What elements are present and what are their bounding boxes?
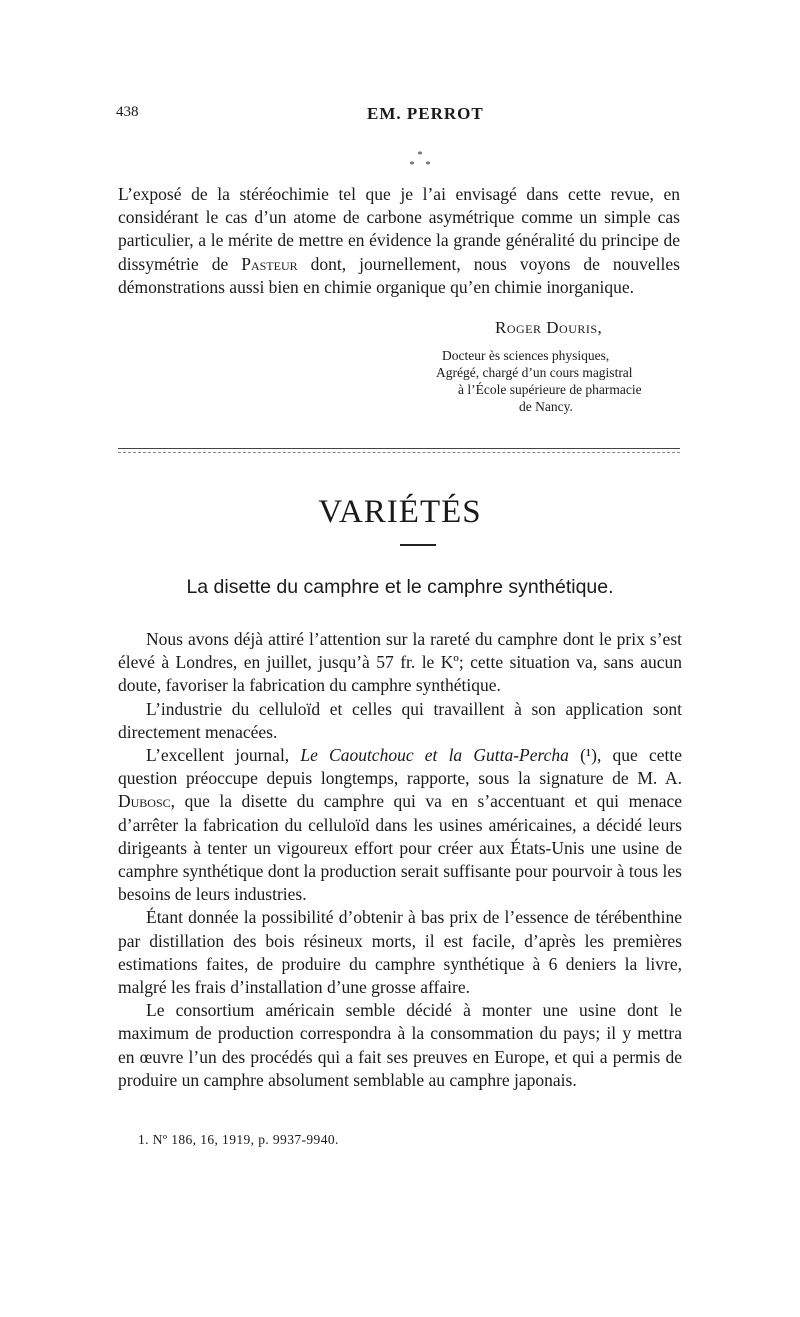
paragraph-text-end: dont, journellement, nous voyons de nouvelles démonstrations aussi bien en chimie organique qu’en chimie inorganique. [118,253,680,297]
paragraph-text-start: L’exposé de la stéréochimie tel que je l’ai envisagé dans cette revue, en considérant le cas d’un atome de carbone asymétrique comme un simple cas particulier, a le mérite de mettre en évidence la grande généralité du principe de dissymétrie de [118,184,680,274]
article-paragraph: Le consortium américain semble décidé à monter une usine dont le maximum de production correspondra à la consommation du pays; il y mettra en œuvre l’un des procédés qui a fait ses preuves en Europe, et qui a permis de produire un camphre absolument semblable au camphre japonais. [118,1000,682,1090]
signature-line: Docteur ès sciences physiques, [442,348,610,363]
svg-text:*: * [425,160,431,171]
section-separator [118,448,680,449]
running-header-author: EM. PERROT [367,104,484,123]
paragraph-text-middle: , que cette question préoccupe depuis longtemps, rapporte, sous la signature de M. A. [118,745,683,789]
section-title: VARIÉTÉS [318,494,482,530]
page-number: 438 [116,104,139,120]
name-pasteur: Pasteur [241,253,298,274]
section-title-underline [400,544,436,546]
svg-text:*: * [417,150,423,161]
article-body [118,628,682,1092]
name-dubosc: Dubosc [118,791,171,812]
article-paragraph: Nous avons déjà attiré l’attention sur la rareté du camphre dont le prix s’est élevé à Londres, en juillet, jusqu’à 57 fr. le Kº; cette situation va, sans aucun doute, favoriser la fabrication du camphre synthétique. [118,629,682,696]
signature-name: Roger Douris, [495,318,603,337]
article-paragraph: L’industrie du celluloïd et celles qui travaillent à son application sont directement menacées. [118,698,682,742]
signature-line: à l’École supérieure de pharmacie [458,382,642,397]
asterism-icon [400,148,440,172]
paragraph-text-end: , que la disette du camphre qui va en s’accentuant et qui menace d’arrêter la fabrication du celluloïd dans les usines américaines, a décidé leurs dirigeants à tenter un vigoureux effort pour créer aux États-Unis une usine de camphre synthétique dont la production serait suffisante pour pourvoir à tous les besoins de leurs industries. [118,791,682,905]
svg-text:*: * [409,160,415,171]
section-separator-secondary [118,452,680,453]
paragraph-text-start: L’excellent journal, [146,745,301,766]
article-paragraph: Étant donnée la possibilité d’obtenir à bas prix de l’essence de térébenthine par distillation des bois résineux morts, il est facile, d’après les premières estimations faites, de produire du camphre synthétique à 6 deniers la livre, malgré les frais d’installation d’une grosse affaire. [118,907,682,998]
article-title: La disette du camphre et le camphre synthétique. [186,576,614,598]
signature-line: Agrégé, chargé d’un cours magistral [436,365,633,380]
signature-line: de Nancy. [519,399,573,414]
article-paragraph-journal [118,744,682,906]
journal-name: Le Caoutchouc et la Gutta-Percha [300,745,569,766]
footnote: 1. Nº 186, 16, 1919, p. 9937-9940. [138,1132,339,1147]
previous-article-paragraph [118,183,680,299]
footnote-reference: (¹) [568,745,597,766]
